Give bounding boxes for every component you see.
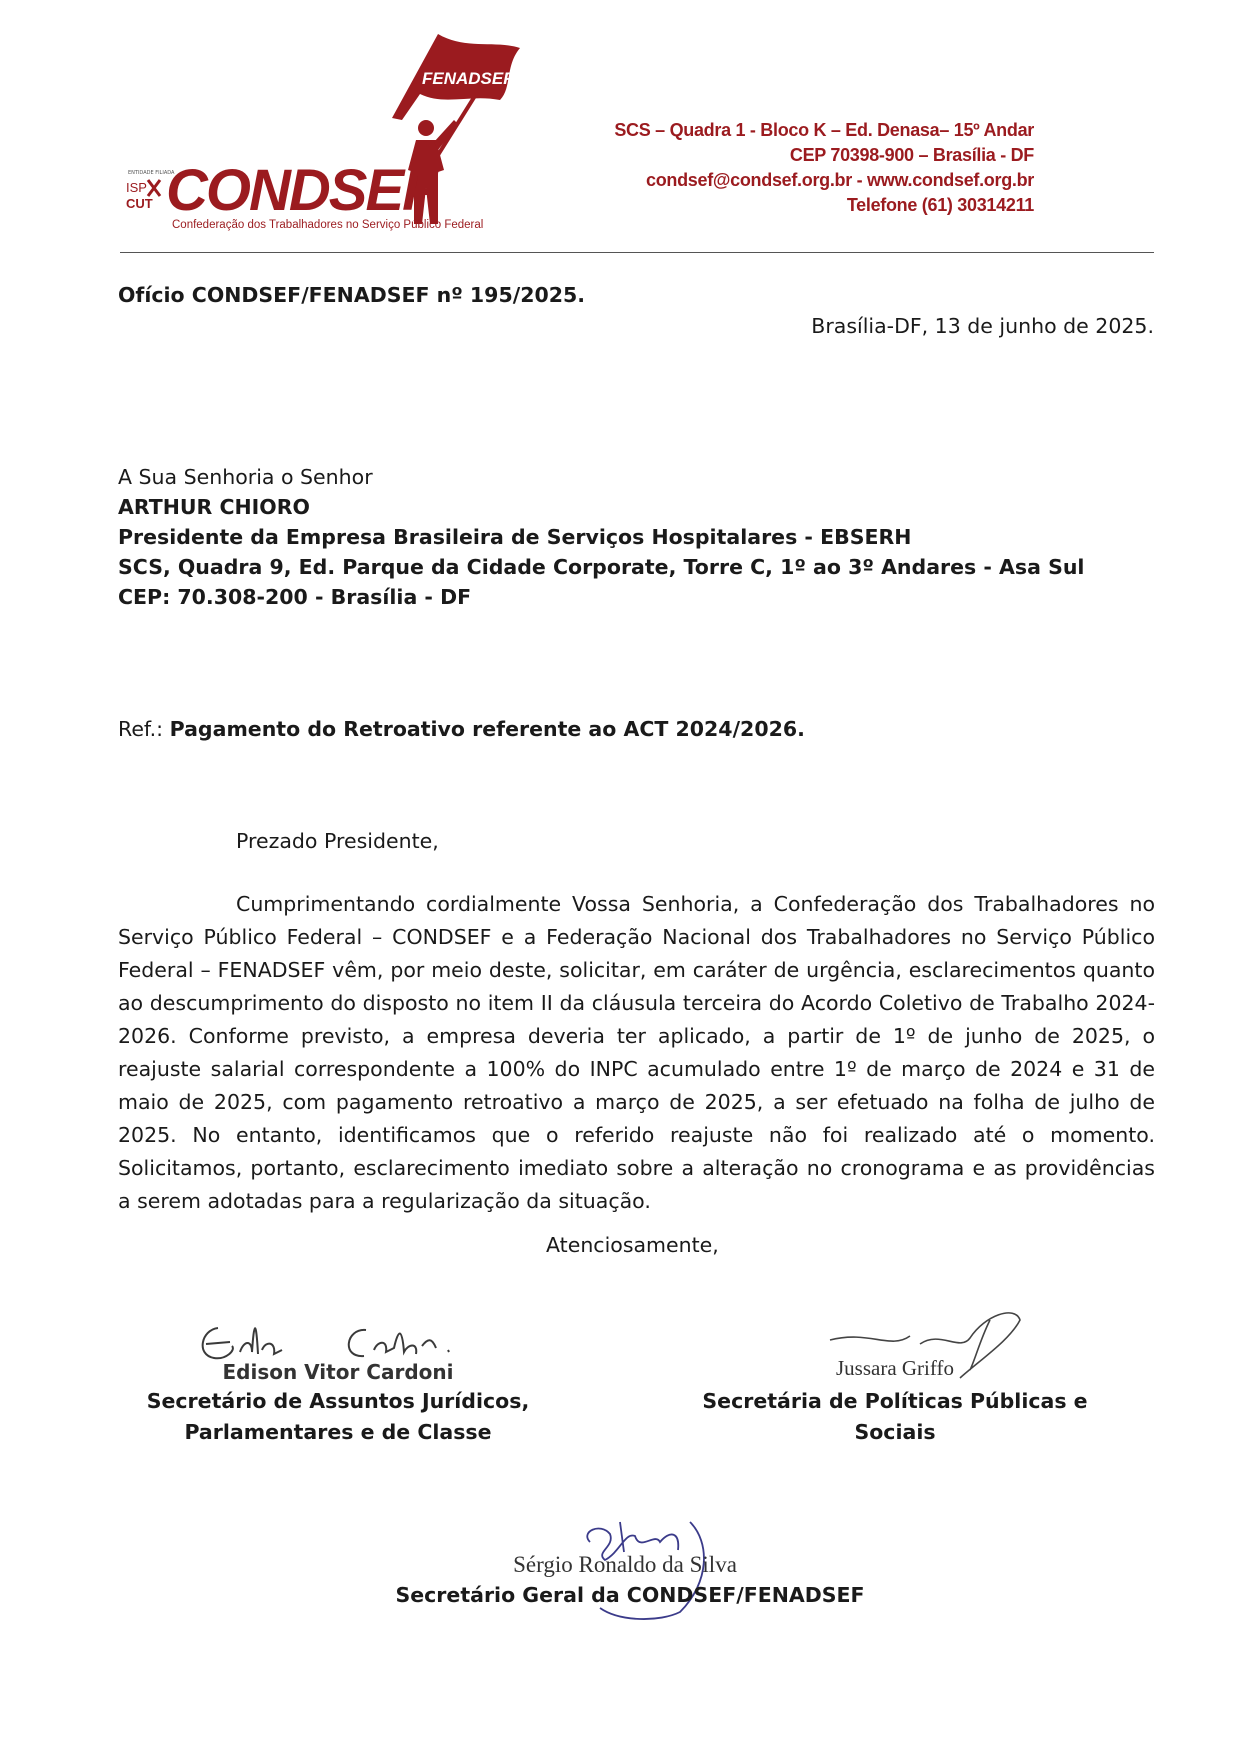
recipient-title: Presidente da Empresa Brasileira de Serviços Hospitalares - EBSERH (118, 525, 912, 549)
letter-reference-number: Ofício CONDSEF/FENADSEF nº 195/2025. (118, 283, 586, 307)
letter-body-text: Cumprimentando cordialmente Vossa Senhoria, a Confederação dos Trabalhadores no Serviço Público Federal – CONDSEF e a Federação Nacional dos Trabalhadores no Serviço Público Federal – FENADSEF vêm, por meio deste, solicitar, em caráter de urgência, esclarecimentos quanto ao descumprimento do disposto no item II da cláusula terceira do Acordo Coletivo de Trabalho 2024-2026. Conforme previsto, a empresa deveria ter aplicado, a partir de 1º de junho de 2025, o reajuste salarial correspondente a 100% do INPC acumulado entre 1º de março de 2024 e 31 de maio de 2025, com pagamento retroativo a março de 2025, a ser efetuado na folha de julho de 2025. No entanto, identificamos que o referido reajuste não foi realizado até o momento. Solicitamos, portanto, esclarecimento imediato sobre a alteração no cronograma e as providências a serem adotadas para a regularização da situação. (118, 892, 1155, 1213)
recipient-salutation: A Sua Senhoria o Senhor (118, 465, 373, 489)
closing: Atenciosamente, (546, 1233, 719, 1257)
svg-text:ISP: ISP (126, 180, 147, 195)
svg-text:CUT: CUT (126, 196, 153, 211)
letter-date: Brasília-DF, 13 de junho de 2025. (811, 314, 1154, 338)
signature-1-role-line-2: Parlamentares e de Classe (184, 1420, 492, 1444)
signature-2-printed-name: Jussara Griffo (835, 1356, 954, 1380)
logo-subtitle: Confederação dos Trabalhadores no Serviço Público Federal (172, 219, 484, 231)
header-address-line-2: CEP 70398-900 – Brasília - DF (789, 145, 1034, 165)
header-divider (120, 252, 1154, 253)
logo-wordmark: CONDSEF (166, 158, 436, 223)
signature-1-role (140, 1386, 536, 1448)
recipient-cep: CEP: 70.308-200 - Brasília - DF (118, 585, 472, 609)
reference-line (118, 714, 805, 744)
header-contact-line[interactable]: condsef@condsef.org.br - www.condsef.org.br (645, 170, 1034, 190)
recipient-address: SCS, Quadra 9, Ed. Parque da Cidade Corporate, Torre C, 1º ao 3º Andares - Asa Sul (118, 555, 1085, 579)
reference-subject: Pagamento do Retroativo referente ao ACT 2024/2026. (169, 717, 805, 741)
header-address-line-1: SCS – Quadra 1 - Bloco K – Ed. Denasa– 15º Andar (614, 120, 1034, 140)
letter-body-paragraph (118, 888, 1155, 1218)
flag-text: FENADSEF (422, 69, 514, 88)
signature-1-printed-name: Edison Vitor Cardoni (222, 1360, 454, 1384)
condsef-fenadsef-logo (120, 28, 550, 256)
signature-1-role-line-1: Secretário de Assuntos Jurídicos, (146, 1389, 530, 1413)
signature-3-role: Secretário Geral da CONDSEF/FENADSEF (395, 1583, 865, 1607)
signature-2-role: Secretária de Políticas Públicas e Sociais (702, 1389, 1088, 1444)
recipient-name: ARTHUR CHIORO (118, 495, 310, 519)
signature-3-printed-name: Sérgio Ronaldo da Silva (513, 1552, 737, 1577)
svg-text:ENTIDADE FILIADA: ENTIDADE FILIADA (128, 170, 175, 176)
greeting: Prezado Presidente, (236, 829, 439, 853)
header-phone-line: Telefone (61) 30314211 (846, 195, 1034, 215)
reference-label: Ref.: (118, 717, 164, 741)
